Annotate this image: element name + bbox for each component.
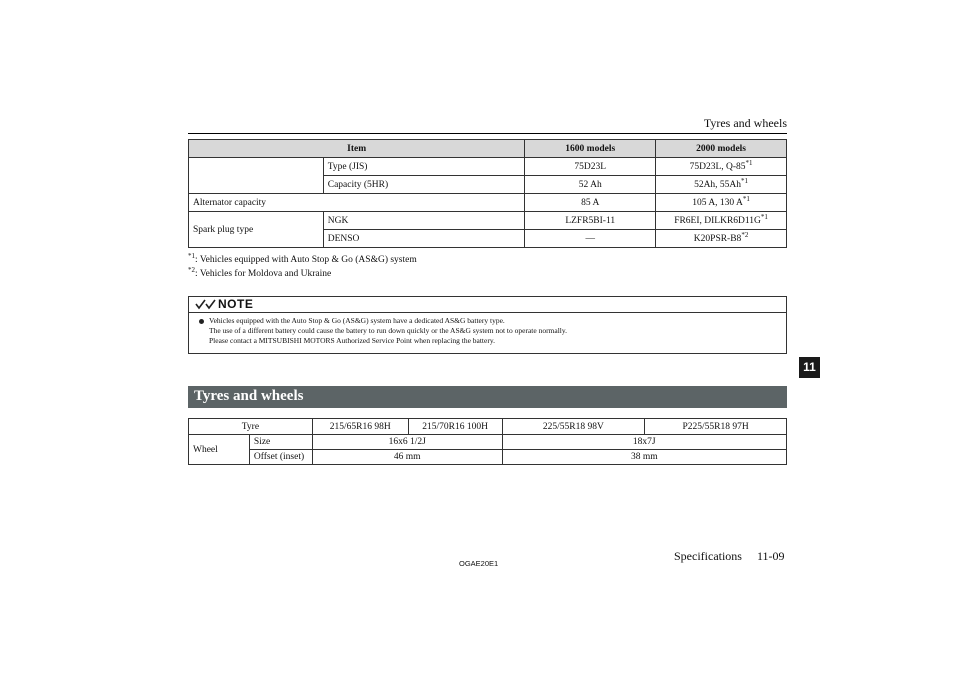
value-2000 [656, 176, 787, 194]
tyre-label: Tyre [189, 419, 313, 435]
table-row [189, 450, 787, 465]
header-rule [188, 133, 787, 134]
row-label: Alternator capacity [189, 194, 525, 212]
battery-spec-table [188, 139, 787, 248]
table-row [189, 419, 787, 435]
row-label-spark-plug: Spark plug type [189, 212, 324, 248]
footnote-ref: *1 [760, 212, 768, 221]
checkmark-icon [195, 299, 217, 310]
chapter-tab: 11 [799, 357, 820, 378]
tyre-size: 215/70R16 100H [408, 419, 502, 435]
value-text: 105 A, 130 A [692, 197, 743, 208]
wheel-label: Wheel [189, 435, 250, 465]
running-header-title: Tyres and wheels [703, 116, 787, 130]
column-header-1600: 1600 models [525, 140, 656, 158]
table-row [189, 158, 787, 176]
note-body [189, 313, 786, 346]
table-row [189, 212, 787, 230]
footnote-ref: *1 [741, 176, 749, 185]
page-number: 11-09 [757, 549, 785, 563]
value-2000 [656, 230, 787, 248]
footnote-ref: *2 [741, 230, 749, 239]
value-1600: 52 Ah [525, 176, 656, 194]
battery-group-cell [189, 158, 324, 194]
footnote-2 [188, 265, 332, 279]
column-header-item: Item [189, 140, 525, 158]
footnote-1 [188, 251, 417, 265]
note-line: The use of a different battery could cause the battery to run down quickly or the AS&G system not to operate normally. [209, 326, 568, 335]
document-code: OGAE20E1 [459, 559, 499, 568]
tyre-size: 215/65R16 98H [312, 419, 408, 435]
footnote-text: : Vehicles for Moldova and Ukraine [195, 269, 332, 279]
column-header-2000: 2000 models [656, 140, 787, 158]
table-row [189, 194, 787, 212]
section-title: Tyres and wheels [194, 388, 304, 404]
value-2000 [656, 158, 787, 176]
section-heading-bar [188, 386, 787, 408]
note-line: Vehicles equipped with the Auto Stop & Go (AS&G) system have a dedicated AS&G battery type. [209, 316, 505, 325]
wheel-size-18: 18x7J [502, 435, 786, 450]
value-text: 52Ah, 55Ah [694, 179, 742, 190]
value-1600: LZFR5BI-11 [525, 212, 656, 230]
note-title: NOTE [218, 297, 254, 311]
tyre-size: P225/55R18 97H [645, 419, 787, 435]
row-label: Capacity (5HR) [323, 176, 525, 194]
note-header [189, 297, 786, 313]
value-1600: — [525, 230, 656, 248]
footnote-mark: *1 [188, 251, 195, 260]
value-text: FR6EI, DILKR6D11G [674, 215, 761, 226]
table-header-row [189, 140, 787, 158]
footer-section-name: Specifications [674, 549, 742, 563]
value-text: K20PSR-B8 [693, 233, 742, 244]
row-label: NGK [323, 212, 525, 230]
footnote-text: : Vehicles equipped with Auto Stop & Go (AS&G) system [195, 255, 417, 265]
footnote-mark: *2 [188, 265, 195, 274]
size-label: Size [249, 435, 312, 450]
wheel-size-16: 16x6 1/2J [312, 435, 502, 450]
value-text: 75D23L, Q-85 [689, 161, 746, 172]
offset-16: 46 mm [312, 450, 502, 465]
bullet-icon [199, 319, 204, 324]
row-label: DENSO [323, 230, 525, 248]
offset-label: Offset (inset) [249, 450, 312, 465]
value-1600: 85 A [525, 194, 656, 212]
footnote-ref: *1 [742, 194, 750, 203]
value-2000 [656, 194, 787, 212]
value-2000 [656, 212, 787, 230]
table-row [189, 435, 787, 450]
tyre-size: 225/55R18 98V [502, 419, 645, 435]
offset-18: 38 mm [502, 450, 786, 465]
note-box [188, 296, 787, 354]
value-1600: 75D23L [525, 158, 656, 176]
tyre-wheel-table [188, 418, 787, 465]
footnote-ref: *1 [745, 158, 753, 167]
row-label: Type (JIS) [323, 158, 525, 176]
note-line: Please contact a MITSUBISHI MOTORS Authorized Service Point when replacing the battery. [209, 336, 495, 345]
